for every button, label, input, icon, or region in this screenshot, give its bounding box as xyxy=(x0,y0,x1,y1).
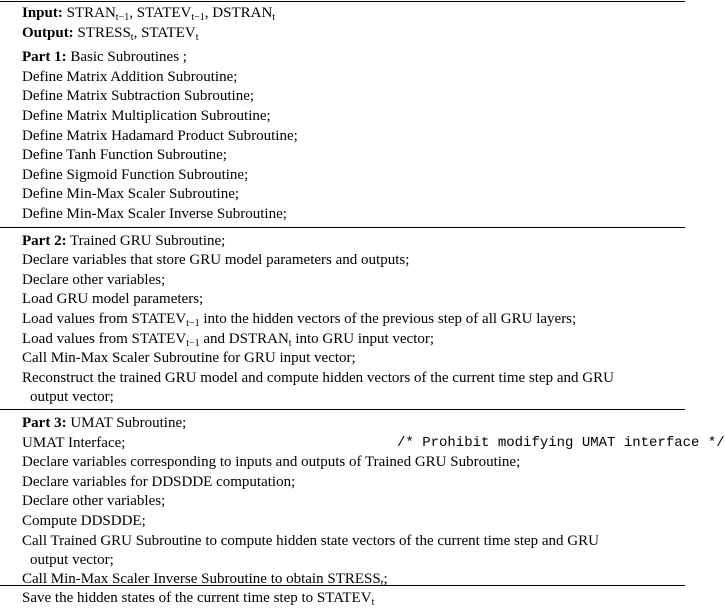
input-statev: STATEV xyxy=(136,5,192,21)
part2-title: Trained GRU Subroutine; xyxy=(70,232,226,249)
part3-line xyxy=(22,433,725,453)
part3-line: Declare variables for DDSDDE computation; xyxy=(22,473,296,490)
output-label: Output: xyxy=(22,24,74,41)
part1-line: Define Matrix Addition Subroutine; xyxy=(22,68,238,85)
part3-title: UMAT Subroutine; xyxy=(70,415,187,431)
part3-line8-sub: t xyxy=(371,597,375,608)
top-rule xyxy=(0,1,685,2)
part2-line5-text: Load values from STATEV xyxy=(22,330,187,347)
part2-line5-rest: into GRU input vector; xyxy=(291,330,435,347)
input-stran-sub: t−1 xyxy=(115,12,130,23)
part3-line: Call Trained GRU Subroutine to compute hidden state vectors of the current time step and GRU xyxy=(22,532,599,549)
part3-label: Part 3: xyxy=(22,415,67,431)
part2-line4-rest: into the hidden vectors of the previous step of all GRU layers; xyxy=(199,311,577,327)
part1-line: Define Matrix Multiplication Subroutine; xyxy=(22,108,271,124)
input-dstran-sub: t xyxy=(272,12,276,23)
part2-line: Call Min-Max Scaler Subroutine for GRU input vector; xyxy=(22,350,356,367)
part1-line: Define Matrix Hadamard Product Subroutine; xyxy=(22,127,298,144)
part2-line: Declare other variables; xyxy=(22,271,166,288)
part1-title: Basic Subroutines ; xyxy=(70,49,187,66)
part3-line-continued: output vector; xyxy=(30,552,114,569)
part2-line5-sub1: t−1 xyxy=(186,337,200,349)
part3-line: Declare other variables; xyxy=(22,493,166,510)
part3-line: Declare variables corresponding to inputs and outputs of Trained GRU Subroutine; xyxy=(22,454,521,471)
part2-line4-sub: t−1 xyxy=(186,318,200,329)
part2-label: Part 2: xyxy=(22,232,67,249)
part2-heading xyxy=(22,231,225,251)
part1-line: Define Sigmoid Function Subroutine; xyxy=(22,166,249,183)
input-label: Input: xyxy=(22,5,63,21)
part3-line: Compute DDSDDE; xyxy=(22,513,146,529)
part1-line: Define Tanh Function Subroutine; xyxy=(22,147,227,164)
part3-line8-text: Save the hidden states of the current time step to STATEV xyxy=(22,590,372,607)
part2-line: Declare variables that store GRU model parameters and outputs; xyxy=(22,252,410,269)
output-stress: STRESS xyxy=(77,24,131,41)
part1-divider xyxy=(0,227,685,228)
input-statev-sub: t−1 xyxy=(191,12,205,23)
part1-line: Define Matrix Subtraction Subroutine; xyxy=(22,88,255,105)
part3-line xyxy=(22,569,388,589)
input-dstran: DSTRAN xyxy=(212,5,273,21)
part2-line: Load GRU model parameters; xyxy=(22,291,204,308)
part2-line: Reconstruct the trained GRU model and compute hidden vectors of the current time step and GRU xyxy=(22,369,614,386)
input-line: Input: $STRAN_{t-1}$, $STATEV_{t-1}$, $DSTRAN_t$ xyxy=(22,5,276,23)
output-stress-sub: t xyxy=(130,31,134,43)
part2-line5-mid: and DSTRAN xyxy=(199,330,289,347)
output-statev-sub: t xyxy=(195,31,199,43)
part2-line xyxy=(22,329,434,349)
part3-line7-rest: ; xyxy=(383,570,388,587)
part2-line xyxy=(22,309,576,329)
part1-line: Define Min-Max Scaler Subroutine; xyxy=(22,186,240,203)
part2-line5-sub2: t xyxy=(288,337,292,349)
part2-line4-text: Load values from STATEV xyxy=(22,311,187,327)
part2-divider xyxy=(0,409,685,410)
part3-line7-sub: t xyxy=(380,577,384,589)
part3-heading xyxy=(22,413,186,433)
part3-line xyxy=(22,588,374,608)
input-stran: STRAN xyxy=(66,5,116,21)
part3-line1-text: UMAT Interface; xyxy=(22,434,126,451)
part2-line-continued: output vector; xyxy=(30,389,114,406)
output-statev: STATEV xyxy=(141,24,196,41)
umat-interface-comment: /* Prohibit modifying UMAT interface */ xyxy=(397,434,725,451)
part1-line: Define Min-Max Scaler Inverse Subroutine; xyxy=(22,206,287,222)
part1-heading xyxy=(22,47,187,67)
output-line: Output: $STRESS_t$, $STATEV_t$ xyxy=(22,24,199,43)
part3-line7-text: Call Min-Max Scaler Inverse Subroutine to obtain STRESS xyxy=(22,570,381,587)
part1-label: Part 1: xyxy=(22,49,67,66)
